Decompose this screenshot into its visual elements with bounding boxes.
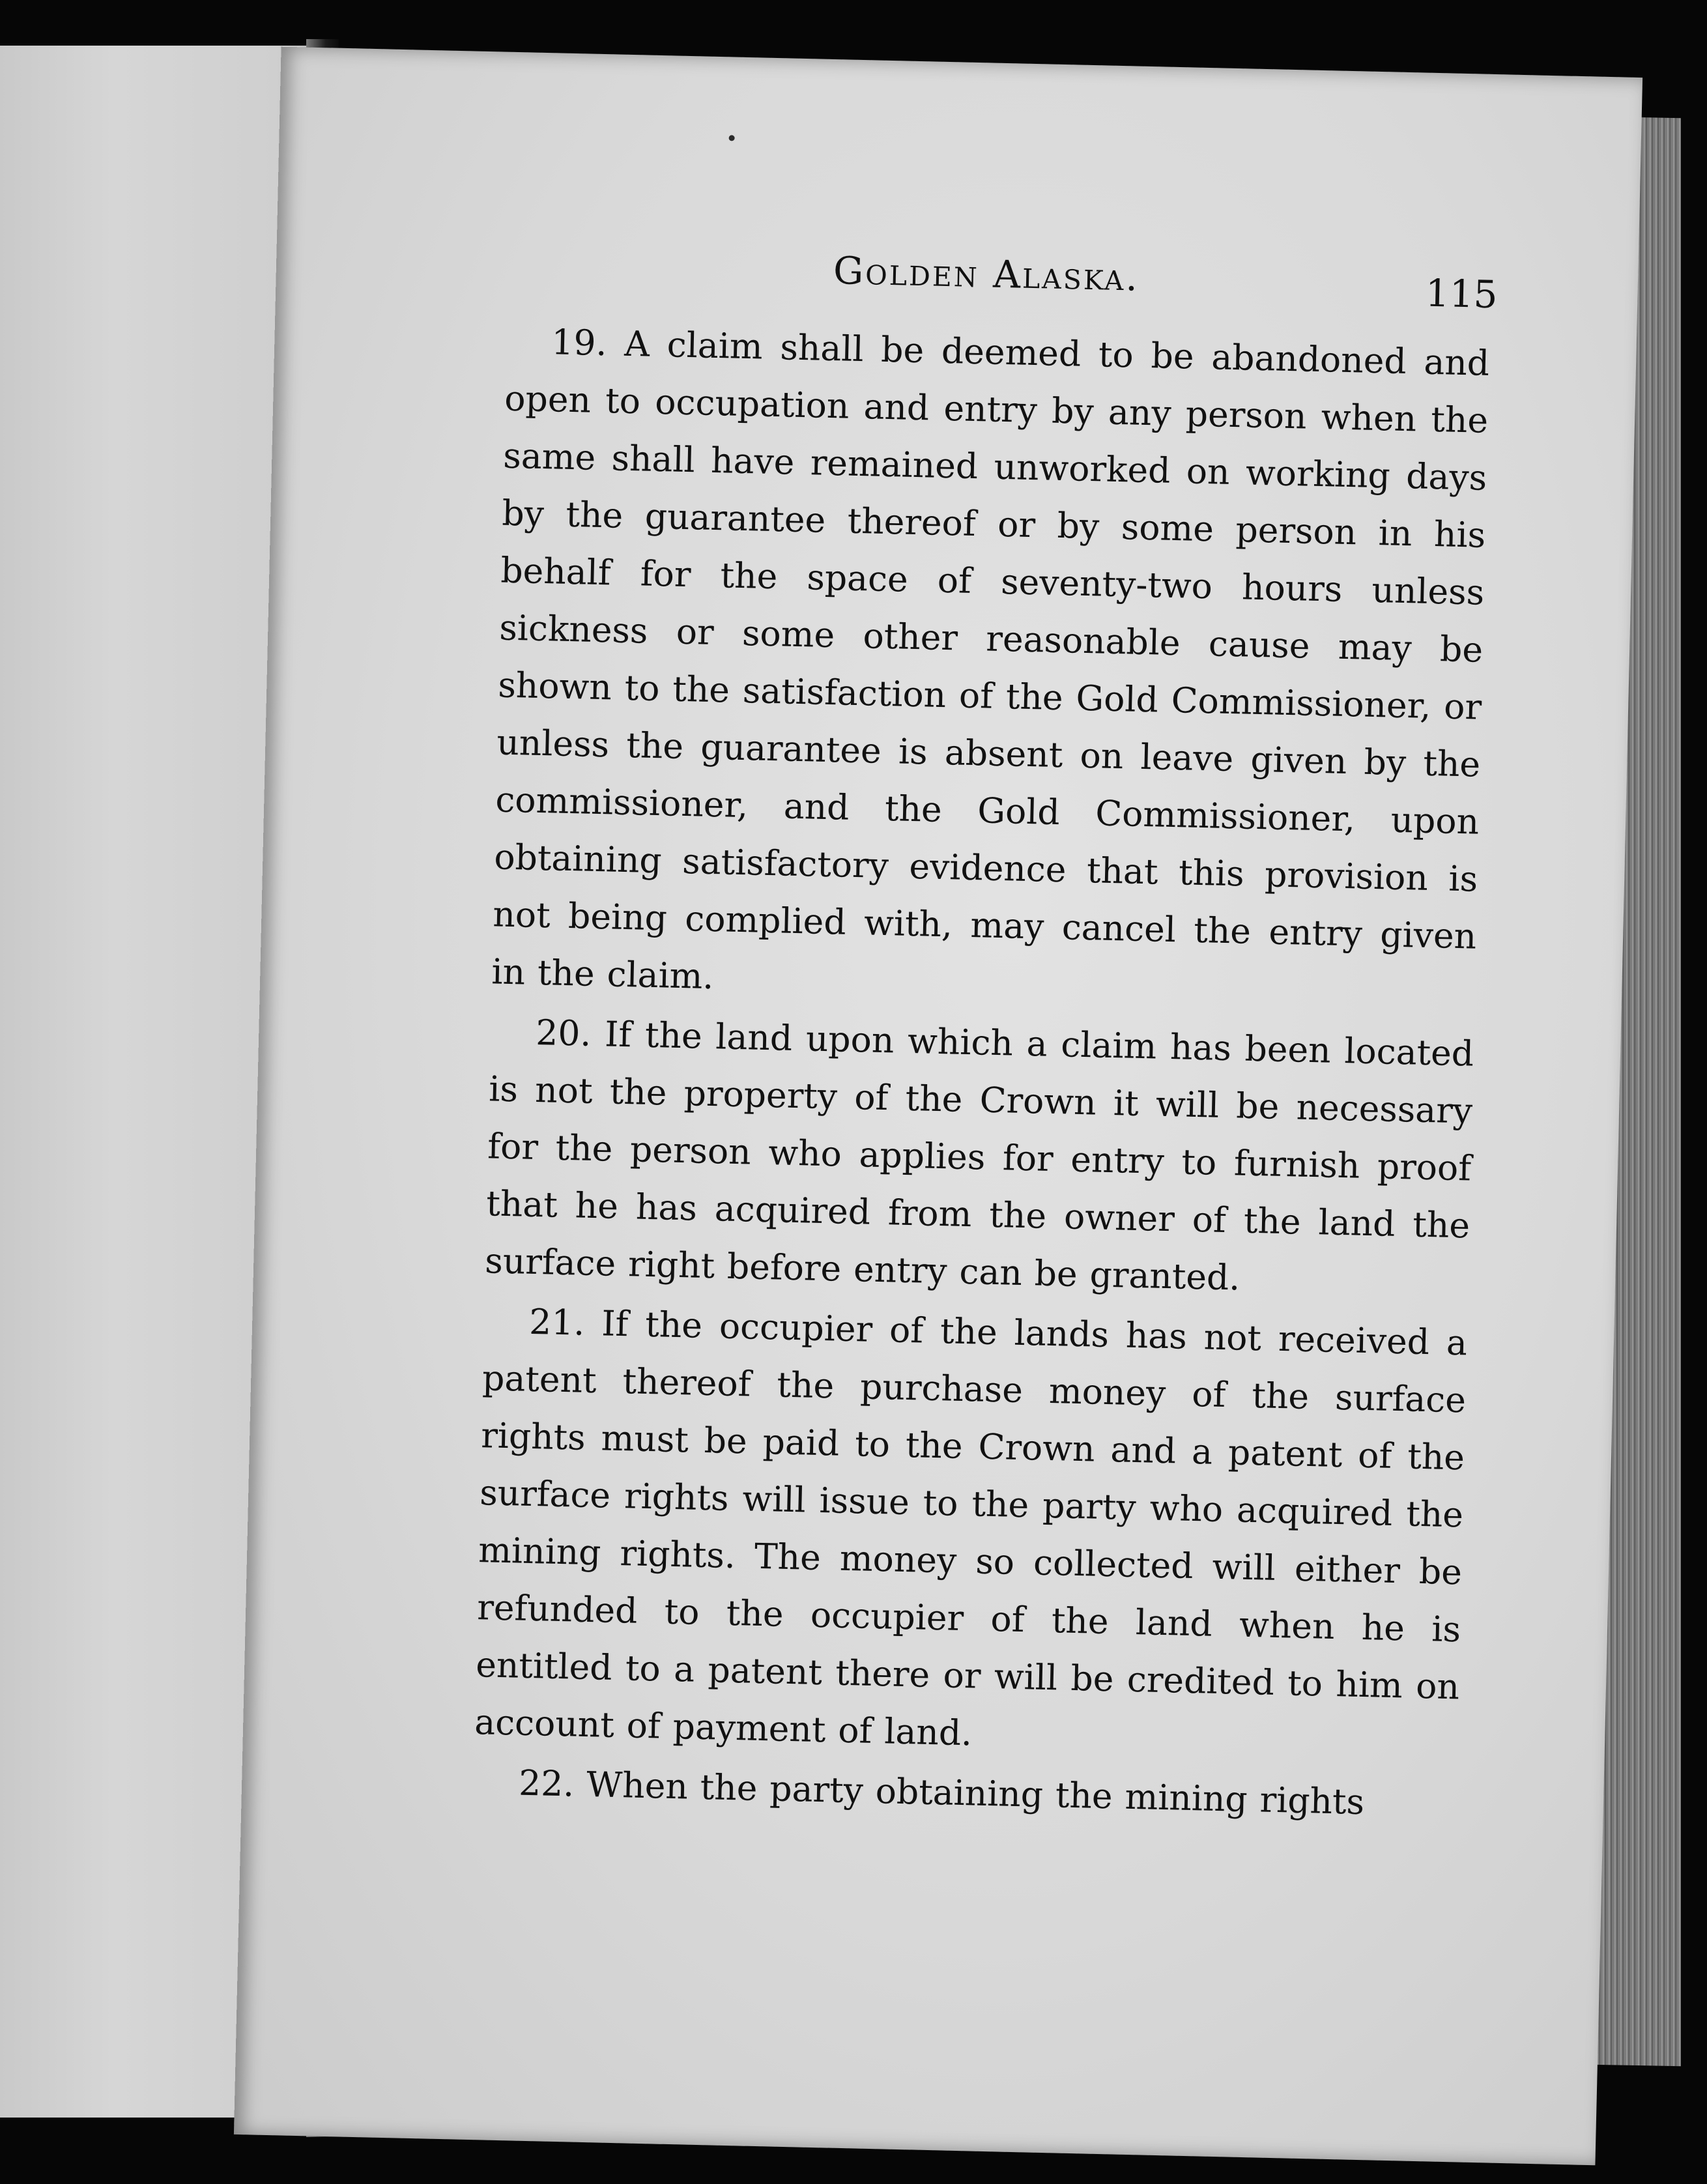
paragraph-19: 19. A claim shall be deemed to be abandoned and open to occupation and entry by any person when the same shall have remained unworked on working days by the guarantee thereof or by some person in his behalf for the space of seventy-two hours unless sickness or some other reasonable cause may be shown to the satisfaction of the Gold Commissioner, or unless the guarantee is absent on leave given by the commissioner, and the Gold Commissioner, upon obtaining satisfactory evidence that this provision is not being complied with, may cancel the entry given in the claim. bbox=[491, 321, 1490, 998]
page-number: 115 bbox=[1425, 270, 1499, 317]
paragraph-20: 20. If the land upon which a claim has been located is not the property of the Crown it will be necessary for the person who applies for entry to furnish proof that he has acquired from the owner of the land the surface right before entry can be granted. bbox=[484, 1011, 1474, 1299]
paragraph-22: 22. When the party obtaining the mining rights bbox=[518, 1762, 1365, 1823]
running-title: Golden Alaska. bbox=[833, 248, 1140, 300]
book-page bbox=[234, 47, 1642, 2166]
ink-speck bbox=[729, 135, 735, 141]
page-content bbox=[472, 241, 1499, 1833]
paragraph-21: 21. If the occupier of the lands has not received a patent thereof the purchase money of the surface rights must be paid to the Crown and a patent of the surface rights will issue to the party who acquired the mining rights. The money so collected will either be refunded to the occupier of the land when he is entitled to a patent there or will be credited to him on account of payment of land. bbox=[474, 1300, 1468, 1754]
